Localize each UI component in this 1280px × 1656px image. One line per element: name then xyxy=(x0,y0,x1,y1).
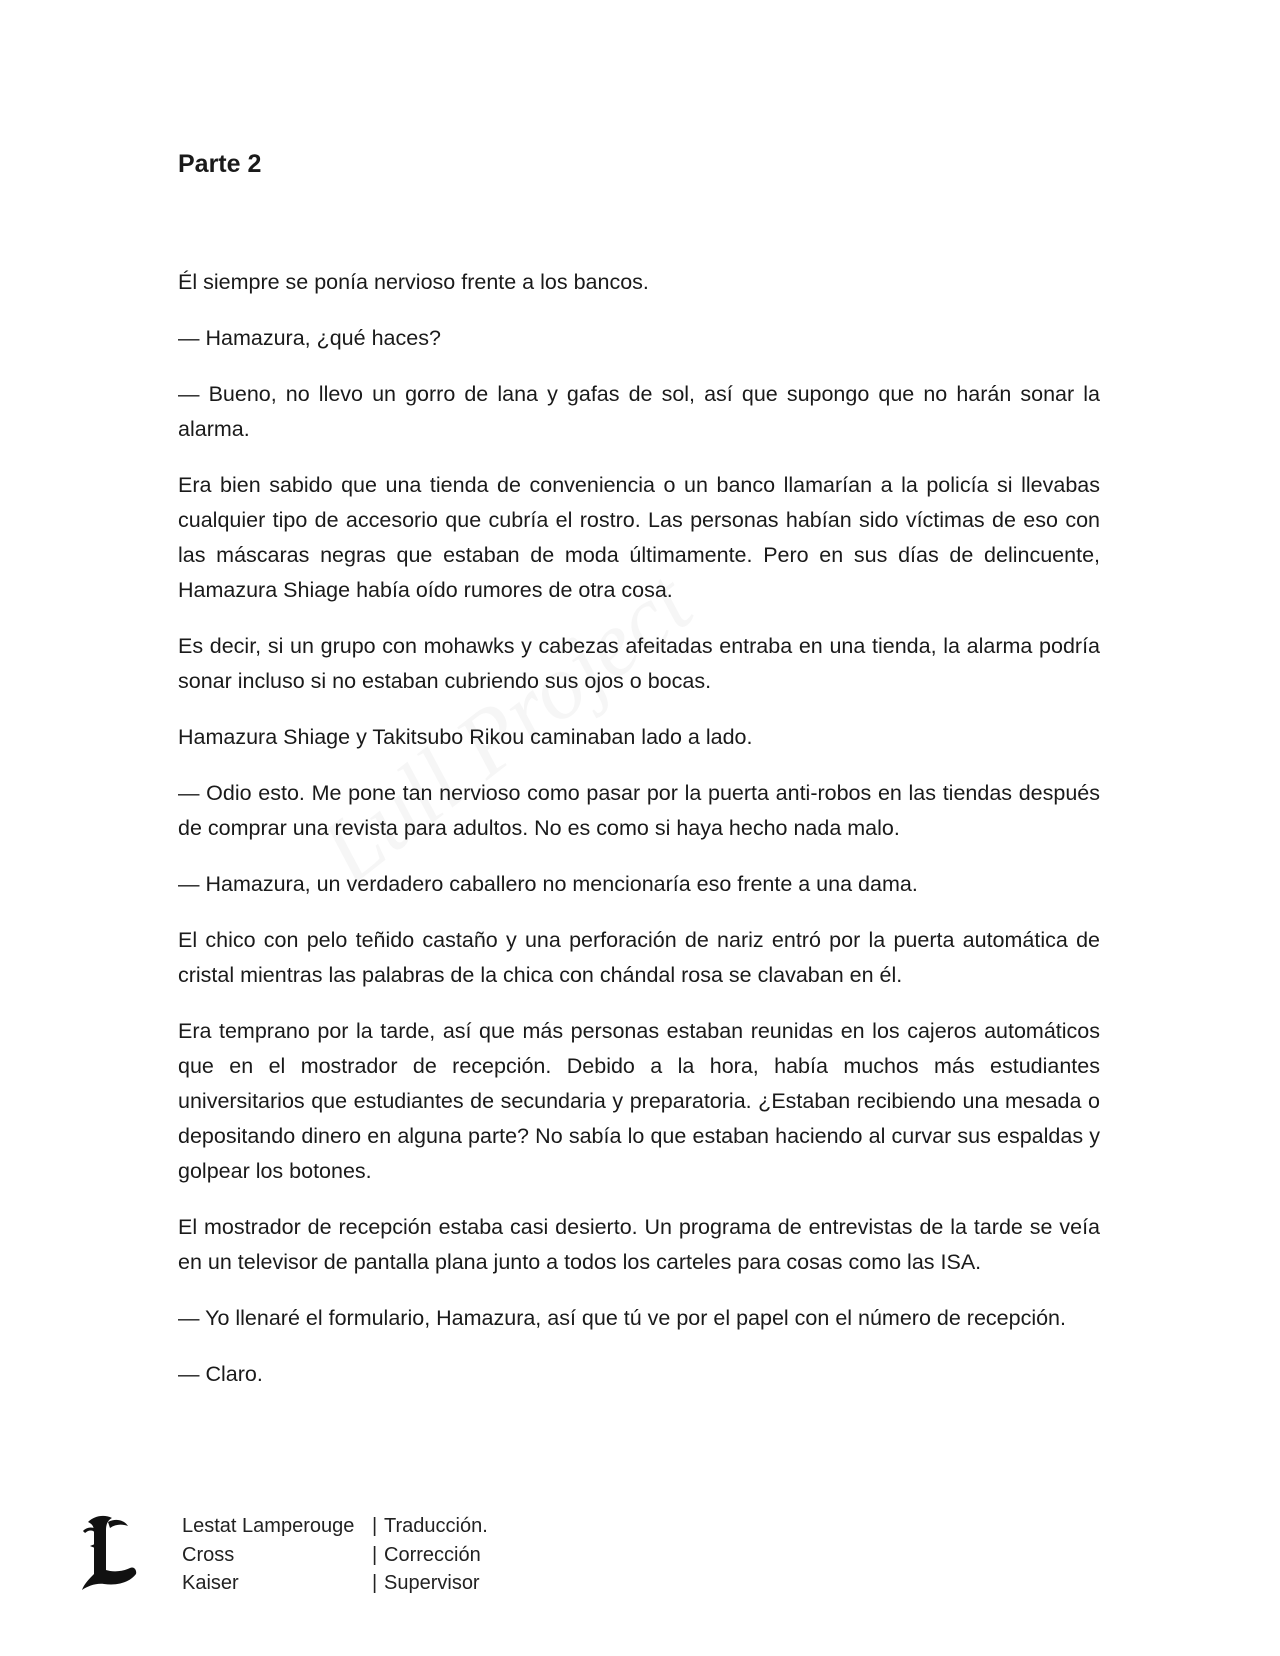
paragraph: — Bueno, no llevo un gorro de lana y gafas de sol, así que supongo que no harán sonar la alarma. xyxy=(178,382,1100,441)
credit-name: Cross xyxy=(182,1543,235,1566)
paragraph: Era temprano por la tarde, así que más personas estaban reunidas en los cajeros automáticos que en el mostrador de recepción. Debido a la hora, había muchos más estudiantes universitarios que estudiantes de secundaria y preparatoria. ¿Estaban recibiendo una mesada o depositando dinero en alguna parte? No sabía lo que estaban haciendo al curvar sus espaldas y golpear los botones. xyxy=(178,1019,1100,1183)
credit-role: Traducción. xyxy=(384,1515,488,1537)
credits-footer xyxy=(78,1512,678,1612)
credit-separator: | xyxy=(372,1572,378,1594)
credit-row xyxy=(182,1569,488,1598)
credit-separator: | xyxy=(372,1515,378,1537)
gothic-L-logo-icon xyxy=(78,1512,140,1590)
paragraph: — Yo llenaré el formulario, Hamazura, así que tú ve por el papel con el número de recepción. xyxy=(178,1306,1066,1330)
paragraph: El mostrador de recepción estaba casi desierto. Un programa de entrevistas de la tarde se veía en un televisor de pantalla plana junto a todos los carteles para cosas como las ISA. xyxy=(178,1215,1100,1274)
paragraph: — Hamazura, ¿qué haces? xyxy=(178,326,441,350)
credit-row xyxy=(182,1541,488,1570)
credit-name: Lestat Lamperouge xyxy=(182,1515,355,1537)
credits-list xyxy=(182,1512,488,1598)
credit-row xyxy=(182,1512,488,1541)
credit-role: Supervisor xyxy=(384,1572,480,1594)
paragraph: Él siempre se ponía nervioso frente a los bancos. xyxy=(178,270,649,294)
paragraph: — Hamazura, un verdadero caballero no mencionaría eso frente a una dama. xyxy=(178,872,918,896)
document-body xyxy=(178,265,1100,1413)
paragraph: Hamazura Shiage y Takitsubo Rikou caminaban lado a lado. xyxy=(178,725,753,749)
credit-separator: | xyxy=(372,1543,378,1566)
credit-role: Corrección xyxy=(384,1543,481,1566)
paragraph: Es decir, si un grupo con mohawks y cabezas afeitadas entraba en una tienda, la alarma podría sonar incluso si no estaban cubriendo sus ojos o bocas. xyxy=(178,634,1100,693)
paragraph: El chico con pelo teñido castaño y una perforación de nariz entró por la puerta automática de cristal mientras las palabras de la chica con chándal rosa se clavaban en él. xyxy=(178,928,1100,987)
paragraph: Era bien sabido que una tienda de conveniencia o un banco llamarían a la policía si llevabas cualquier tipo de accesorio que cubría el rostro. Las personas habían sido víctimas de eso con las máscaras negras que estaban de moda últimamente. Pero en sus días de delincuente, Hamazura Shiage había oído rumores de otra cosa. xyxy=(178,473,1100,602)
paragraph: — Claro. xyxy=(178,1362,263,1386)
credit-name: Kaiser xyxy=(182,1572,239,1594)
section-heading: Parte 2 xyxy=(178,150,262,178)
paragraph: — Odio esto. Me pone tan nervioso como pasar por la puerta anti-robos en las tiendas después de comprar una revista para adultos. No es como si haya hecho nada malo. xyxy=(178,781,1100,840)
